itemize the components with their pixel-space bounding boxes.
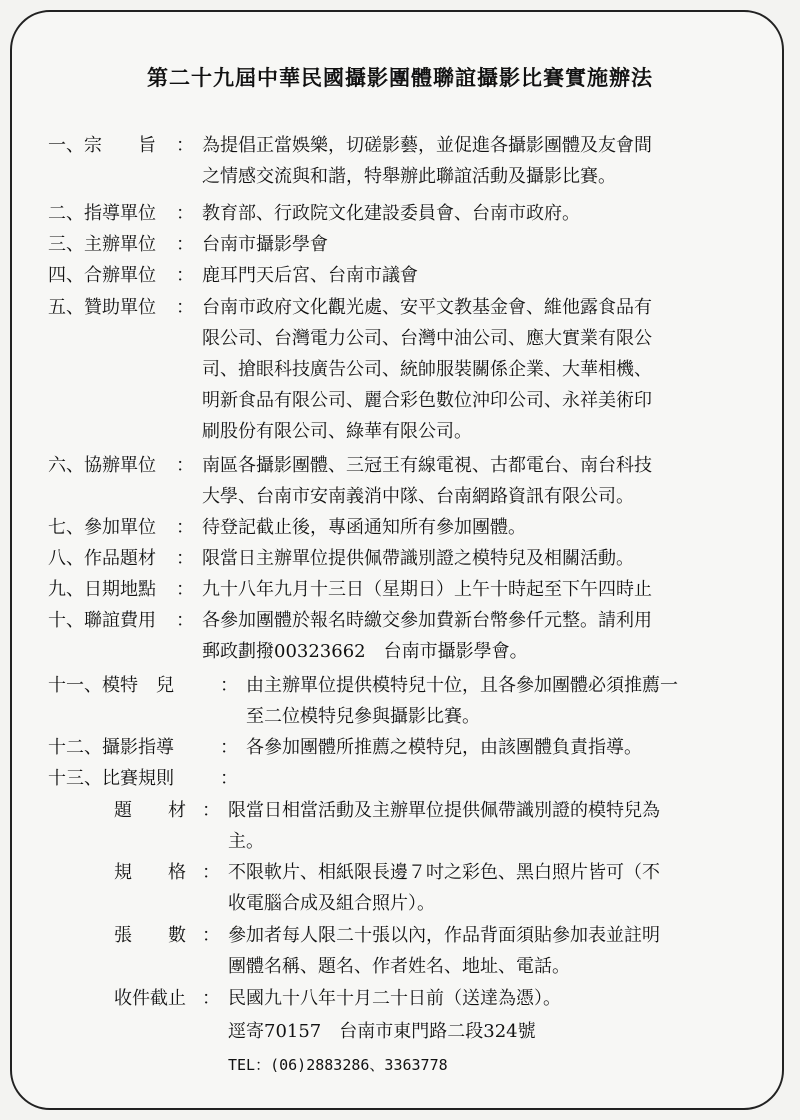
rule-format [114, 857, 764, 919]
section-label: 十一、模特 兒 [48, 675, 174, 696]
colon: ： [176, 234, 194, 255]
telephone: TEL：(06)2883286、3363778 [228, 1056, 448, 1074]
section-label: 六、協辦單位 [48, 455, 156, 476]
section-line: 限公司、台灣電力公司、台灣中油公司、應大實業有限公 [202, 328, 652, 349]
section-line: 由主辦單位提供模特兒十位，且各參加團體必須推薦一 [246, 675, 678, 696]
section-line: 台南市攝影學會 [202, 234, 328, 255]
section-line: 明新食品有限公司、麗合彩色數位沖印公司、永祥美術印 [202, 390, 652, 411]
section-line: 為提倡正當娛樂，切磋影藝，並促進各攝影團體及友會間 [202, 135, 652, 156]
colon: ： [202, 925, 220, 946]
colon: ： [220, 768, 238, 789]
colon: ： [176, 265, 194, 286]
section-supervisor [48, 198, 764, 229]
section-assisting [48, 450, 764, 512]
section-label: 十三、比賽規則 [48, 768, 174, 789]
colon: ： [176, 455, 194, 476]
rule-label: 題 材 [114, 800, 186, 821]
colon: ： [176, 297, 194, 318]
section-line: 台南市政府文化觀光處、安平文教基金會、維他露食品有 [202, 297, 652, 318]
section-guidance [48, 732, 764, 763]
section-rules [48, 763, 764, 794]
document-title: 第二十九屆中華民國攝影團體聯誼攝影比賽實施辦法 [147, 65, 653, 90]
section-label: 十二、攝影指導 [48, 737, 174, 758]
colon: ： [220, 737, 238, 758]
colon: ： [176, 203, 194, 224]
colon: ： [176, 579, 194, 600]
section-line: 司、搶眼科技廣告公司、統帥服裝關係企業、大華相機、 [202, 359, 652, 380]
colon: ： [176, 517, 194, 538]
section-co-organizer [48, 260, 764, 291]
rule-quantity [114, 920, 764, 982]
section-organizer [48, 229, 764, 260]
rule-label: 張 數 [114, 925, 186, 946]
rule-line: 不限軟片、相紙限長邊７吋之彩色、黑白照片皆可（不 [228, 862, 660, 883]
section-subject [48, 543, 764, 574]
section-label: 九、日期地點 [48, 579, 156, 600]
section-label: 一、宗 旨 [48, 135, 156, 156]
rule-subject [114, 795, 764, 857]
colon: ： [176, 135, 194, 156]
section-purpose [48, 130, 764, 192]
rule-deadline [114, 983, 764, 1014]
section-line: 南區各攝影團體、三冠王有線電視、古都電台、南台科技 [202, 455, 652, 476]
section-line: 教育部、行政院文化建設委員會、台南市政府。 [202, 203, 580, 224]
section-line: 之情感交流與和諧，特舉辦此聯誼活動及攝影比賽。 [202, 166, 616, 187]
rule-line: 收電腦合成及組合照片）。 [228, 893, 435, 914]
section-line: 刷股份有限公司、綠華有限公司。 [202, 421, 472, 442]
section-line: 大學、台南市安南義消中隊、台南網路資訊有限公司。 [202, 486, 634, 507]
section-line: 至二位模特兒參與攝影比賽。 [246, 706, 480, 727]
colon: ： [202, 988, 220, 1009]
rule-line: 限當日相當活動及主辦單位提供佩帶識別證的模特兒為 [228, 800, 660, 821]
section-label: 十、聯誼費用 [48, 610, 156, 631]
section-line: 鹿耳門天后宮、台南市議會 [202, 265, 418, 286]
rule-line: 團體名稱、題名、作者姓名、地址、電話。 [228, 956, 570, 977]
rule-line: 民國九十八年十月二十日前（送達為憑）。 [228, 988, 561, 1009]
rule-label: 收件截止 [114, 988, 186, 1009]
section-fee [48, 605, 764, 667]
section-line: 限當日主辦單位提供佩帶識別證之模特兒及相關活動。 [202, 548, 634, 569]
rule-line: 主。 [228, 831, 264, 852]
section-label: 二、指導單位 [48, 203, 156, 224]
section-sponsors [48, 292, 764, 447]
section-line: 郵政劃撥00323662 台南市攝影學會。 [202, 641, 528, 662]
section-models [48, 670, 764, 732]
section-label: 四、合辦單位 [48, 265, 156, 286]
colon: ： [176, 610, 194, 631]
section-label: 八、作品題材 [48, 548, 156, 569]
section-line: 各參加團體所推薦之模特兒，由該團體負責指導。 [246, 737, 642, 758]
section-line: 九十八年九月十三日（星期日）上午十時起至下午四時止 [202, 579, 652, 600]
colon: ： [202, 862, 220, 883]
rule-label: 規 格 [114, 862, 186, 883]
section-line: 各參加團體於報名時繳交參加費新台幣參仟元整。請利用 [202, 610, 652, 631]
rule-line: 參加者每人限二十張以內，作品背面須貼參加表並註明 [228, 925, 660, 946]
mailing-address: 逕寄70157 台南市東門路二段324號 [228, 1021, 536, 1042]
section-participants [48, 512, 764, 543]
section-date-place [48, 574, 764, 605]
section-label: 五、贊助單位 [48, 297, 156, 318]
colon: ： [202, 800, 220, 821]
colon: ： [220, 675, 238, 696]
colon: ： [176, 548, 194, 569]
section-line: 待登記截止後，專函通知所有參加團體。 [202, 517, 526, 538]
section-label: 七、參加單位 [48, 517, 156, 538]
section-label: 三、主辦單位 [48, 234, 156, 255]
